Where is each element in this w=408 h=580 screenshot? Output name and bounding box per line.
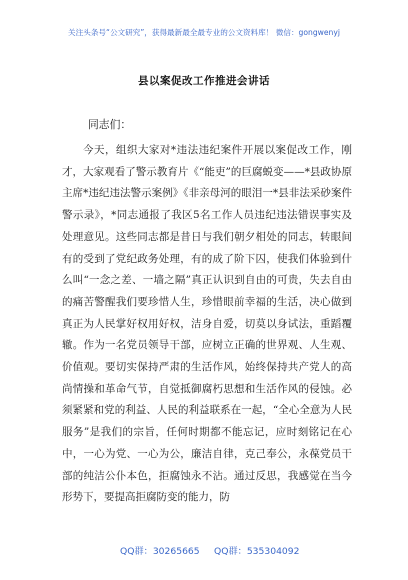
salutation: 同志们：	[88, 118, 132, 131]
footer-qq-group-2: QQ群：535304092	[214, 546, 300, 557]
body-paragraph: 今天，组织大家对*违法违纪案件开展以案促改工作，刚才，大家观看了警示教育片《“能吏”的巨腐蜕变——*县政协原主席*违纪违法警示案例》《非亲母河的眼泪一*县非法采砂案件警示录》，*同志通报了我区5名工作人员违纪违法错误事实及处理意见。这些同志都是昔日与我们朝夕相处的同志，转眼间有的受到了党纪政务处理，有的成了阶下囚，使我们体验到什么叫“一念之差、一墙之隔”真正认识到自由的可贵，失去自由的痛苦警醒我们要珍惜人生，珍惜眼前幸福的生活，决心做到真正为人民掌好权用好权，洁身自爱，切莫以身试法，重蹈覆辙。作为一名党员领导干部，应树立正确的世界观、人生观、价值观。要切实保持严肃的生活作风，始终保持共产党人的高尚情操和革命气节，自觉抵御腐朽思想和生活作风的侵蚀。必须紧紧和党的利益、人民的利益联系在一起，“全心全意为人民服务”是我们的宗旨，任何时期都不能忘记，应时刻铭记在心中，一心为党、一心为公，廉洁自律，克己奉公，永葆党员干部的纯洁公仆本色，拒腐蚀永不沾。通过反思，我感觉在当今形势下，要提高拒腐防变的能力，防	[62, 144, 352, 504]
footer-qq-group-1: QQ群：30265665	[120, 546, 200, 557]
header-banner: 关注头条号“公文研究”，获得最新最全最专业的公文资料库！ 微信：gongwenyj	[68, 28, 340, 37]
document-title: 县以案促改工作推进会讲话	[138, 75, 270, 87]
